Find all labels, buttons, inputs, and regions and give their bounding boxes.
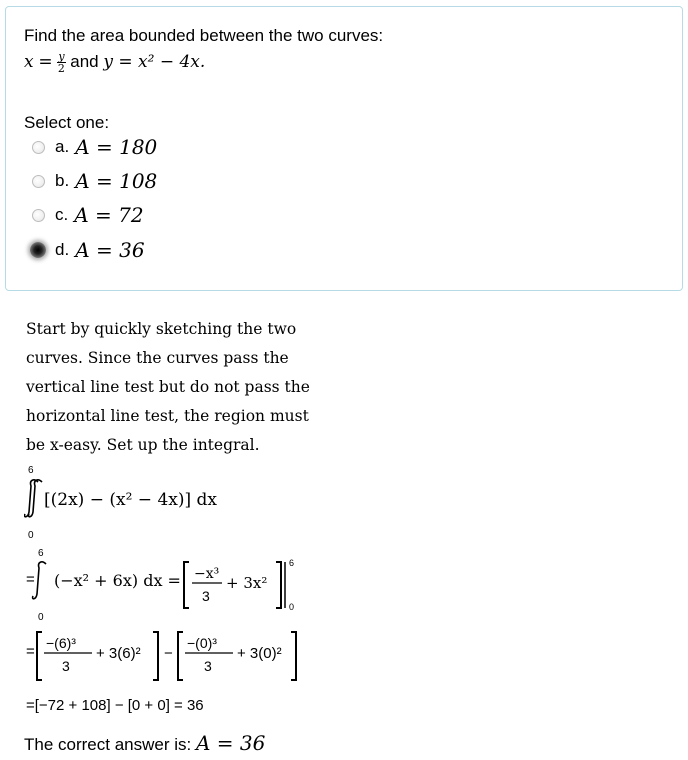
step2-rest: + 3x² [226,574,268,592]
question-prompt: Find the area bounded between the two curves: [24,26,384,45]
step3-b-rest: + 3(0)² [237,645,282,662]
eval-lower: 0 [289,602,295,612]
step3-b-num: −(0)³ [187,635,217,651]
worked-solution-math [24,460,324,722]
eval-upper: 6 [289,558,295,568]
worked-solution [24,460,324,722]
step2-frac-den: 3 [202,588,210,604]
radio-a[interactable] [32,141,45,154]
feedback-line: be x-easy. Set up the integral. [26,436,260,454]
correct-answer [24,731,265,755]
bracket-right [276,562,281,608]
feedback-line: vertical line test but do not pass the [26,378,310,396]
integral-sign-icon [25,480,38,517]
step3-a-den: 3 [62,658,70,674]
radio-c[interactable] [32,209,45,222]
bracket-left [184,562,189,608]
question-card [5,6,683,291]
step4-expression: =[−72 + 108] − [0 + 0] = 36 [26,697,204,714]
upper-limit-2: 6 [38,548,44,559]
correct-answer-prefix: The correct answer is: [24,735,192,754]
feedback-explanation [26,315,326,460]
equation-fraction: $\frac{y}{2}$ [57,50,65,75]
radio-b[interactable] [32,175,45,188]
step2-integrand: (−x² + 6x) dx = [54,571,181,590]
radio-d[interactable] [30,242,46,258]
step3-b-den: 3 [204,658,212,674]
step2-frac-num: −x³ [194,566,220,582]
lower-limit: 0 [28,530,34,541]
minus-sign: − [164,645,173,662]
option-b[interactable]: b. A = 108 [32,168,157,194]
option-d[interactable]: d. A = 36 [32,237,145,263]
feedback-line: horizontal line test, the region must [26,407,309,425]
lower-limit-2: 0 [38,612,44,623]
equals-sign: = [26,571,35,588]
option-c[interactable]: c. A = 72 [32,202,144,228]
select-one-label: Select one: [24,113,110,132]
step1-expression: [(2x) − (x² − 4x)] dx [44,490,217,510]
option-a[interactable]: a. A = 180 [32,134,157,160]
feedback-line: Start by quickly sketching the two [26,320,297,338]
question-equation: x = $\frac{y}{2}$ and y = x² − 4x. [24,50,206,75]
step3-a-rest: + 3(6)² [96,645,141,662]
equals-sign-2: = [26,643,35,660]
upper-limit: 6 [28,465,34,476]
step3-a-num: −(6)³ [46,635,76,651]
feedback-line: curves. Since the curves pass the [26,349,289,367]
correct-answer-value: A = 36 [195,731,266,755]
